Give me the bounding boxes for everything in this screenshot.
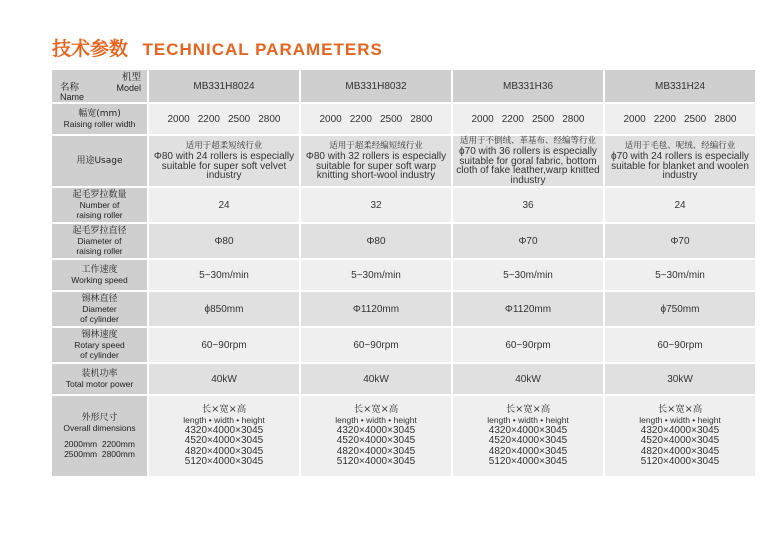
rotary-row	[52, 328, 755, 362]
diameter-value: Φ70	[605, 224, 755, 258]
usage-row	[52, 136, 755, 186]
width-cell	[605, 104, 755, 134]
dims-widths-line: 2000mm 2200mm	[64, 439, 135, 449]
power-row	[52, 364, 755, 394]
width-value: 2000	[471, 113, 494, 125]
width-value: 2200	[501, 113, 524, 125]
dims-value: 4520×4000×3045	[640, 435, 720, 446]
rollers-value: 24	[605, 188, 755, 222]
usage-cell	[301, 136, 451, 186]
header-row	[52, 70, 755, 102]
dims-head-en: length • width • height	[487, 415, 569, 425]
model-header: MB331H24	[605, 70, 755, 102]
width-cell	[453, 104, 603, 134]
row-label	[52, 364, 147, 394]
title-en: TECHNICAL PARAMETERS	[142, 40, 383, 59]
dimensions-row	[52, 396, 755, 476]
dims-head-cn: 长×宽×高	[201, 403, 247, 415]
width-value: 2000	[167, 113, 190, 125]
width-value: 2800	[258, 113, 281, 125]
dims-value: 4320×4000×3045	[336, 424, 416, 436]
width-value: 2200	[349, 113, 372, 125]
dims-value: 5120×4000×3045	[488, 456, 568, 467]
rollers-value: 32	[301, 188, 451, 222]
model-header: MB331H8024	[149, 70, 299, 102]
speed-value: 5~30m/min	[453, 260, 603, 290]
power-value: 40kW	[149, 364, 299, 394]
row-label-en: Diameter of	[77, 236, 122, 246]
width-row	[52, 104, 755, 134]
width-value: 2800	[714, 113, 737, 125]
row-label-cn: 起毛罗拉直径	[72, 226, 127, 236]
cylinder-value: Φ1120mm	[301, 292, 451, 326]
row-label	[52, 260, 147, 290]
header-label-cell	[52, 70, 147, 102]
row-label-en: Working speed	[71, 275, 128, 285]
row-label-cn: 幅宽(mm)	[78, 109, 121, 119]
rotary-value: 60~90rpm	[605, 328, 755, 362]
dims-cell	[301, 396, 451, 476]
rotary-value: 60~90rpm	[301, 328, 451, 362]
model-en-label: Model	[116, 83, 141, 93]
usage-en: Φ80 with 32 rollers is especially suitable for super soft warp knitting short-wool industry	[305, 151, 447, 181]
row-label-en: raising roller	[76, 246, 123, 256]
power-value: 30kW	[605, 364, 755, 394]
page-title	[52, 34, 383, 61]
dims-head-en: length • width • height	[183, 415, 265, 425]
width-value: 2500	[532, 113, 555, 125]
name-en-label: Name	[60, 92, 85, 102]
usage-cell	[149, 136, 299, 186]
width-cell	[149, 104, 299, 134]
row-label-en: Number of	[79, 200, 120, 210]
row-label-cn: 锡林速度	[81, 330, 118, 340]
width-cell	[301, 104, 451, 134]
usage-cn: 适用于毛毯、呢绒、经编行业	[624, 140, 736, 151]
row-label-cn: 工作速度	[81, 265, 118, 275]
row-label	[52, 224, 147, 258]
cylinder-value: Φ1120mm	[453, 292, 603, 326]
model-header: MB331H36	[453, 70, 603, 102]
dims-value: 5120×4000×3045	[184, 456, 264, 467]
row-label-cn: 装机功率	[81, 369, 118, 379]
width-value: 2500	[684, 113, 707, 125]
speed-row	[52, 260, 755, 290]
model-cn-label: 机型	[121, 72, 141, 83]
width-value: 2500	[228, 113, 251, 125]
dims-head-en: length • width • height	[335, 415, 417, 425]
usage-cell	[605, 136, 755, 186]
width-value: 2500	[380, 113, 403, 125]
rotary-value: 60~90rpm	[149, 328, 299, 362]
dims-value: 4520×4000×3045	[336, 435, 416, 446]
dims-value: 4820×4000×3045	[184, 445, 264, 457]
cylinder-value: ϕ850mm	[149, 292, 299, 326]
row-label-en: of cylinder	[80, 314, 119, 324]
dims-value: 4520×4000×3045	[184, 435, 264, 446]
dims-widths-line: 2500mm 2800mm	[64, 449, 135, 459]
dims-value: 4320×4000×3045	[488, 424, 568, 436]
row-label-cn: 起毛罗拉数量	[72, 190, 127, 200]
dims-value: 4820×4000×3045	[488, 445, 568, 457]
dims-value: 4820×4000×3045	[640, 445, 720, 457]
row-label	[52, 104, 147, 134]
row-label-en: Diameter	[82, 304, 117, 314]
row-label-cn: 锡林直径	[81, 294, 118, 304]
diameter-value: Φ80	[301, 224, 451, 258]
dims-value: 4520×4000×3045	[488, 435, 568, 446]
dims-head-en: length • width • height	[639, 415, 721, 425]
row-label-en: Rotary speed	[74, 340, 125, 350]
rollers-value: 36	[453, 188, 603, 222]
row-label-en: Raising roller width	[63, 119, 136, 129]
speed-value: 5~30m/min	[605, 260, 755, 290]
row-label	[52, 396, 147, 476]
usage-cn: 适用于不倒绒、革基布、经编等行业	[459, 135, 596, 146]
width-value: 2800	[410, 113, 433, 125]
dims-cell	[605, 396, 755, 476]
dims-head-cn: 长×宽×高	[353, 403, 399, 415]
width-value: 2000	[623, 113, 646, 125]
row-label-en: of cylinder	[80, 350, 119, 360]
row-label	[52, 328, 147, 362]
title-cn: 技术参数	[52, 38, 129, 60]
row-label-cn: 外形尺寸	[81, 413, 118, 423]
dims-value: 4820×4000×3045	[336, 445, 416, 457]
diameter-value: Φ70	[453, 224, 603, 258]
row-label	[52, 188, 147, 222]
rollers-row	[52, 188, 755, 222]
width-value: 2800	[562, 113, 585, 125]
speed-value: 5~30m/min	[149, 260, 299, 290]
dims-value: 4320×4000×3045	[640, 424, 720, 436]
width-value: 2200	[197, 113, 220, 125]
dims-value: 4320×4000×3045	[184, 424, 264, 436]
width-value: 2200	[653, 113, 676, 125]
cylinder-value: ϕ750mm	[605, 292, 755, 326]
diameter-value: Φ80	[149, 224, 299, 258]
dims-value: 5120×4000×3045	[640, 456, 720, 467]
dims-cell	[453, 396, 603, 476]
dims-head-cn: 长×宽×高	[505, 403, 551, 415]
parameters-table	[50, 68, 757, 478]
row-label-cn: 用途Usage	[76, 156, 123, 166]
usage-en: ϕ70 with 36 rollers is especially suitable for goral fabric, bottom cloth of fake leather,warp knitted industry	[456, 146, 600, 186]
width-value: 2000	[319, 113, 342, 125]
usage-cn: 适用于超柔经编短绒行业	[329, 140, 423, 151]
row-label-en: Overall dimensions	[63, 423, 136, 433]
power-value: 40kW	[301, 364, 451, 394]
usage-cell	[453, 136, 603, 186]
row-label	[52, 136, 147, 186]
cylinder-row	[52, 292, 755, 326]
usage-en: ϕ70 with 24 rollers is especially suitable for blanket and woolen industry	[611, 151, 749, 181]
speed-value: 5~30m/min	[301, 260, 451, 290]
dims-cell	[149, 396, 299, 476]
rotary-value: 60~90rpm	[453, 328, 603, 362]
row-label	[52, 292, 147, 326]
power-value: 40kW	[453, 364, 603, 394]
usage-cn: 适用于超柔短绒行业	[185, 140, 263, 151]
dims-head-cn: 长×宽×高	[657, 403, 703, 415]
row-label-en: raising roller	[76, 210, 123, 220]
row-label-en: Total motor power	[65, 379, 134, 389]
diameter-row	[52, 224, 755, 258]
model-header: MB331H8032	[301, 70, 451, 102]
rollers-value: 24	[149, 188, 299, 222]
dims-value: 5120×4000×3045	[336, 456, 416, 467]
usage-en: Φ80 with 24 rollers is especially suitable for super soft velvet industry	[153, 151, 295, 181]
name-cn-label: 名称	[60, 82, 80, 93]
